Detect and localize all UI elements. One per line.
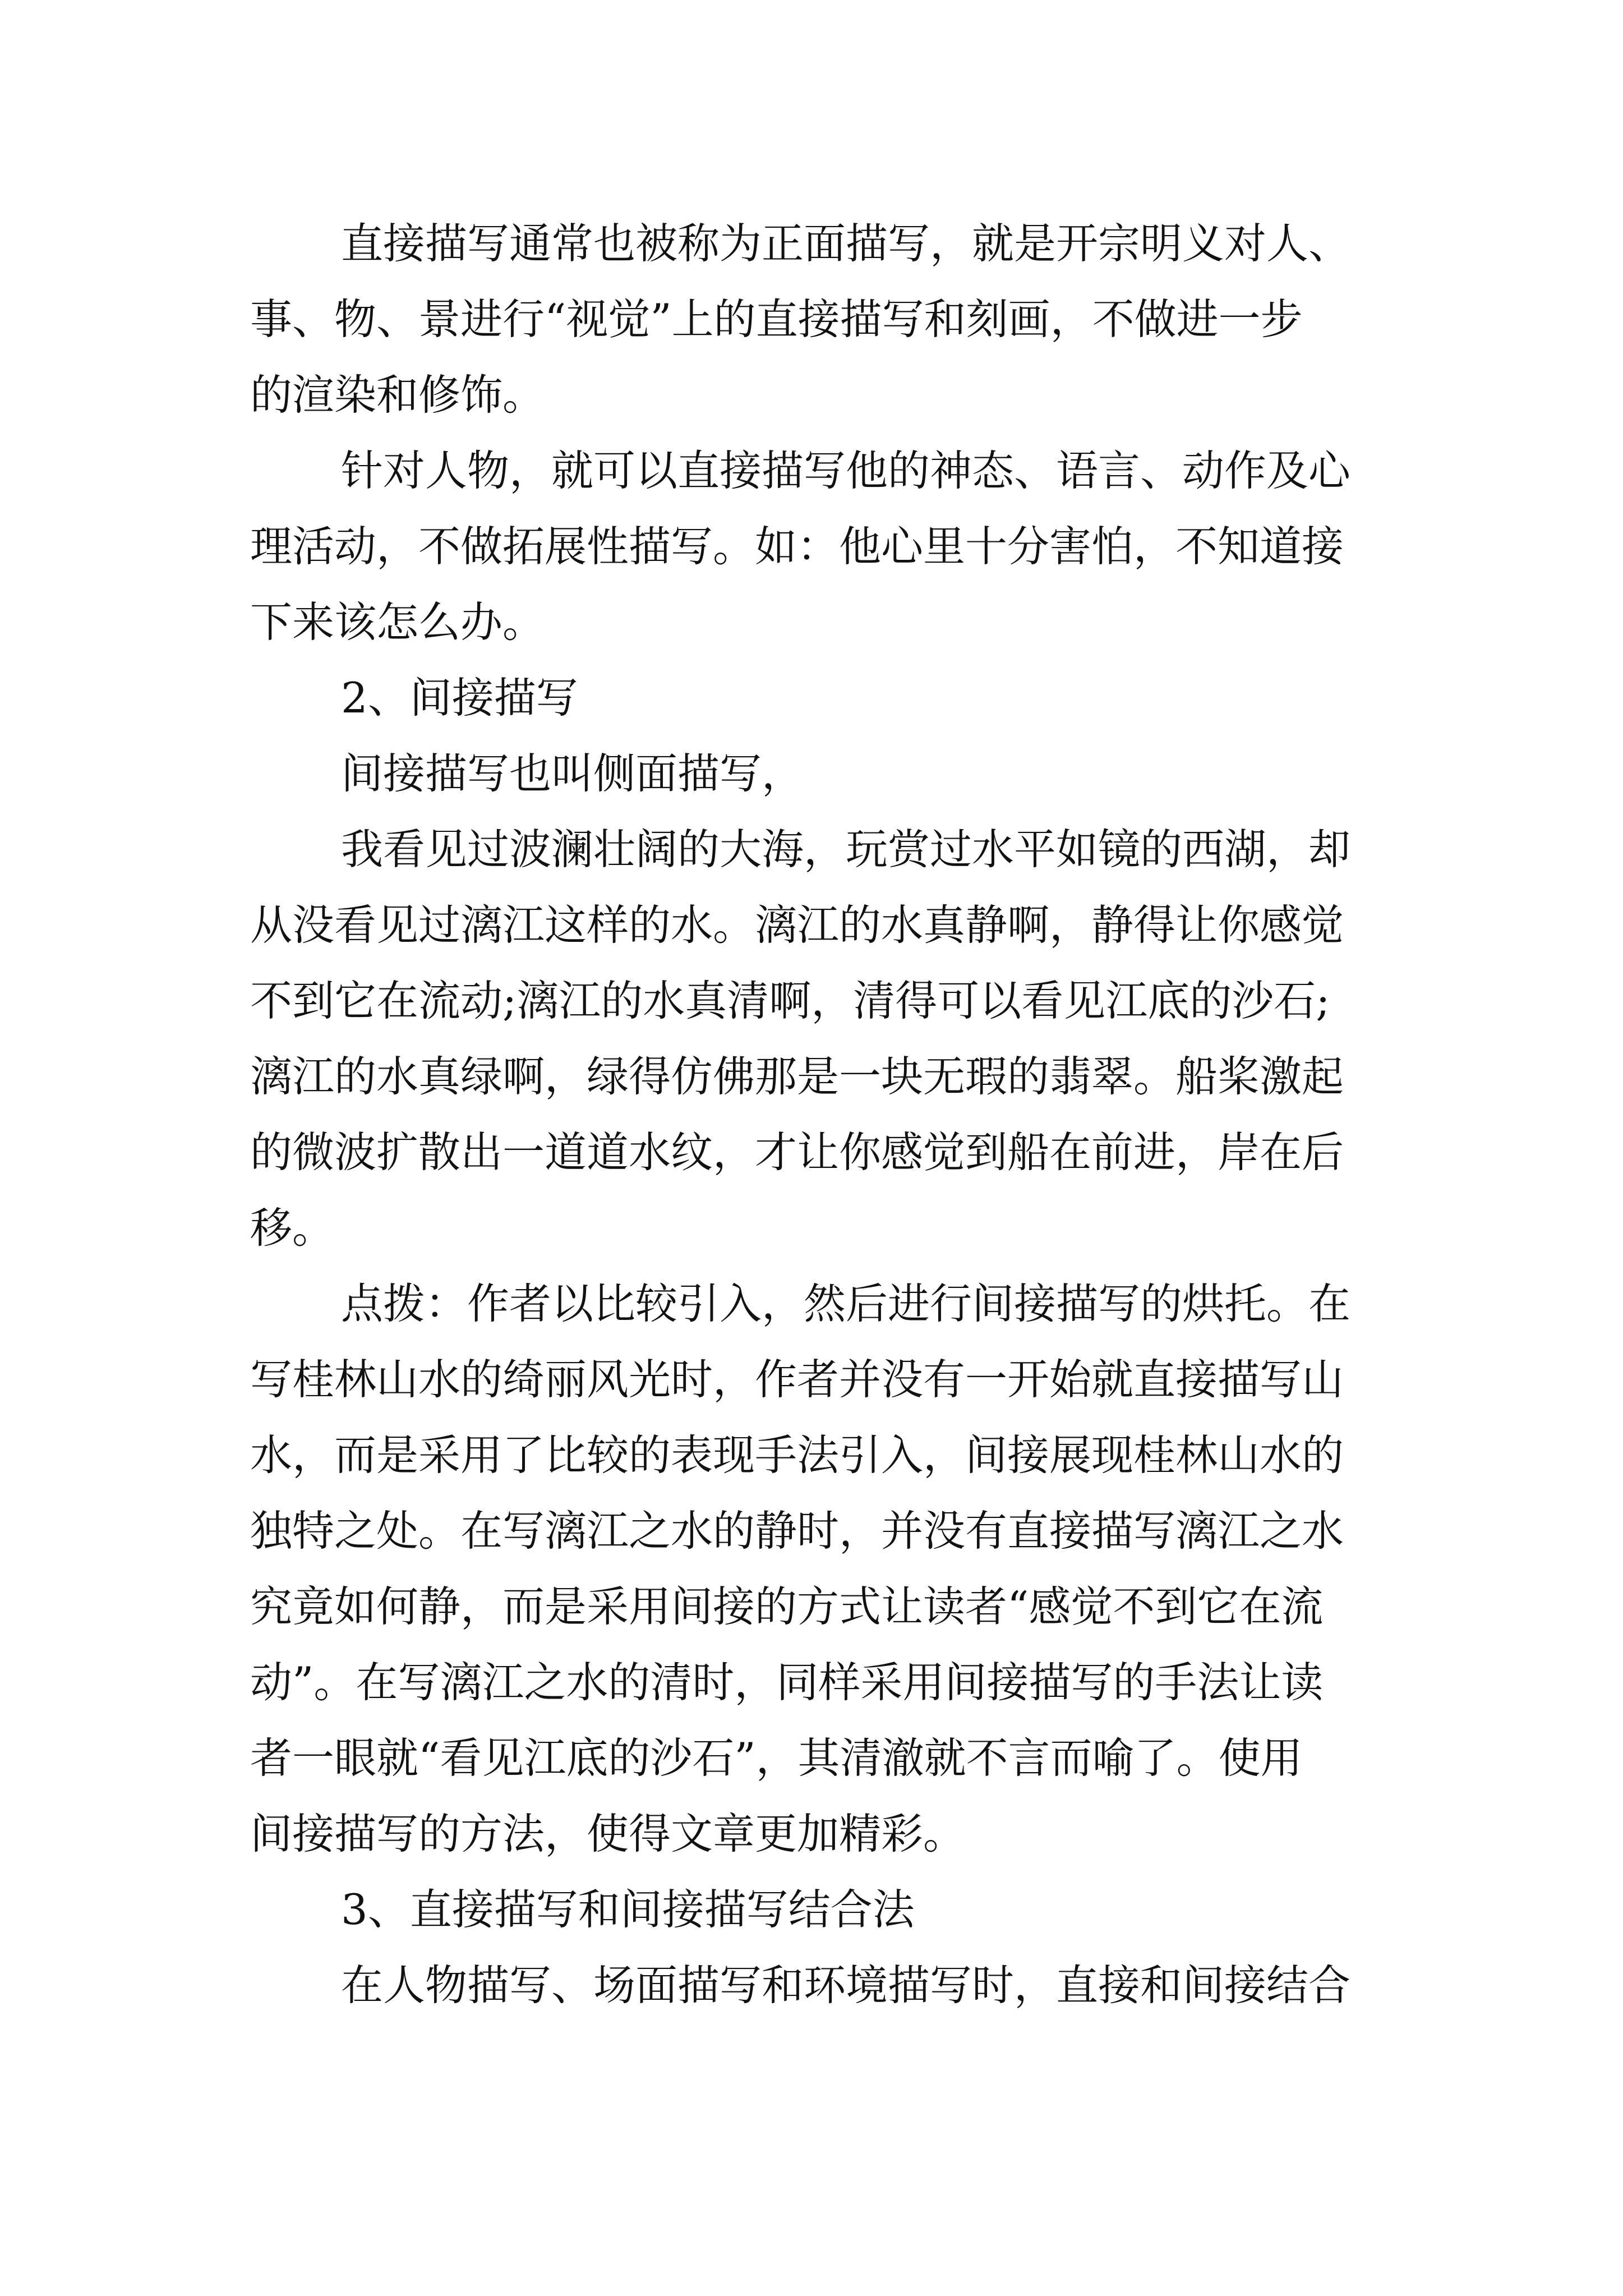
paragraph-line: 针对人物，就可以直接描写他的神态、语言、动作及心 [341,446,1351,495]
paragraph-line: 不到它在流动;漓江的水真清啊，清得可以看见江底的沙石; [250,976,1330,1025]
paragraph-line: 水，而是采用了比较的表现手法引入，间接展现桂林山水的 [250,1430,1344,1480]
paragraph-line: 从没看见过漓江这样的水。漓江的水真静啊，静得让你感觉 [250,900,1344,950]
paragraph-line: 下来该怎么办。 [250,597,545,647]
paragraph-line: 的微波扩散出一道道水纹，才让你感觉到船在前进，岸在后 [250,1128,1344,1177]
section-heading: 3、直接描写和间接描写结合法 [341,1885,915,1934]
paragraph-line: 理活动，不做拓展性描写。如：他心里十分害怕，不知道接 [250,522,1344,571]
paragraph-line: 漓江的水真绿啊，绿得仿佛那是一块无瑕的翡翠。船桨激起 [250,1052,1344,1101]
paragraph-line: 究竟如何静，而是采用间接的方式让读者“感觉不到它在流 [250,1582,1324,1631]
paragraph-line: 移。 [250,1203,335,1253]
section-heading: 2、间接描写 [341,673,578,723]
paragraph-line: 间接描写也叫侧面描写， [341,749,804,798]
paragraph-line: 写桂林山水的绮丽风光时，作者并没有一开始就直接描写山 [250,1355,1344,1404]
paragraph-line: 独特之处。在写漓江之水的静时，并没有直接描写漓江之水 [250,1506,1344,1556]
paragraph-line: 在人物描写、场面描写和环境描写时，直接和间接结合 [341,1961,1351,2010]
paragraph-line: 事、物、景进行“视觉”上的直接描写和刻画，不做进一步 [250,295,1303,344]
paragraph-line: 动”。在写漓江之水的清时，同样采用间接描写的手法让读 [250,1658,1324,1707]
paragraph-line: 我看见过波澜壮阔的大海，玩赏过水平如镜的西湖，却 [341,825,1351,874]
paragraph-line: 的渲染和修饰。 [250,370,545,420]
paragraph-line: 间接描写的方法，使得文章更加精彩。 [250,1809,966,1858]
paragraph-line: 直接描写通常也被称为正面描写，就是开宗明义对人、 [341,219,1351,268]
paragraph-line: 点拨：作者以比较引入，然后进行间接描写的烘托。在 [341,1279,1351,1328]
paragraph-line: 者一眼就“看见江底的沙石”，其清澈就不言而喻了。使用 [250,1733,1303,1783]
